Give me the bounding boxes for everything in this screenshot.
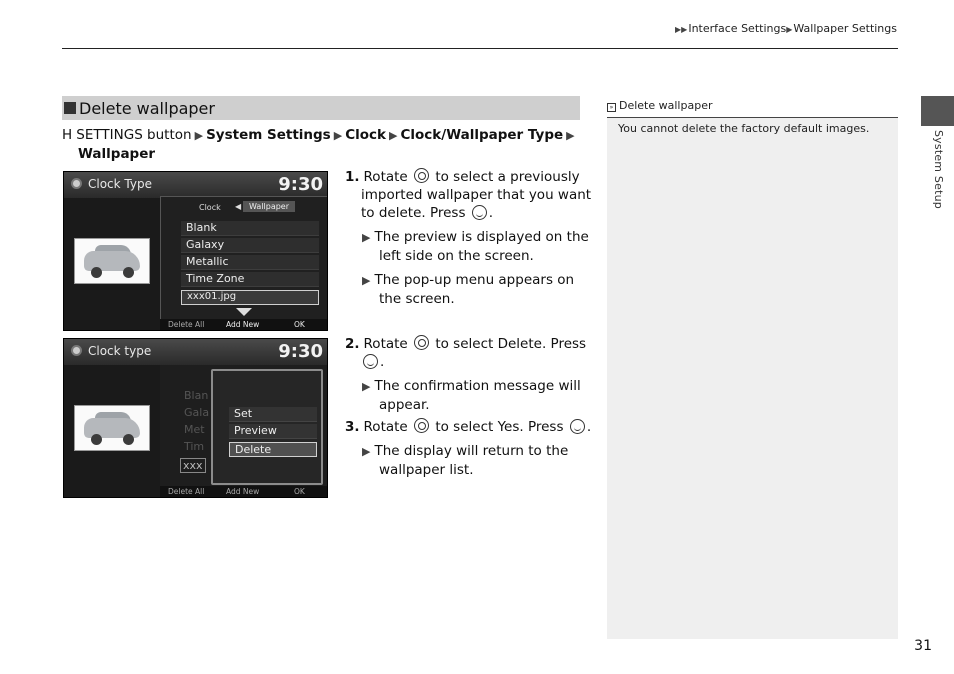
screen-softkeys	[160, 319, 328, 330]
triangle-right-icon: ▶	[362, 231, 371, 244]
triangle-left-icon: ◀	[235, 202, 242, 211]
step-option: Yes	[497, 419, 520, 435]
menu-item-galaxy[interactable]: Galaxy	[181, 238, 319, 253]
screen-title: Clock Type	[88, 177, 152, 191]
step-text: to select	[435, 336, 494, 352]
menu-item-imported[interactable]: xxx01.jpg	[181, 290, 319, 305]
dimmed-item: Tim	[184, 440, 205, 453]
triangle-right-icon: ▶	[362, 380, 371, 393]
notes-heading	[607, 96, 898, 118]
wallpaper-preview	[74, 238, 150, 284]
triangle-right-icon: ▶	[362, 445, 371, 458]
screen-title: Clock type	[88, 344, 152, 358]
softkey-add-new[interactable]: Add New	[226, 320, 260, 329]
header-rule	[62, 48, 898, 49]
path-step2: Clock	[345, 127, 386, 143]
dimmed-item: Blan	[184, 389, 209, 402]
step-result: left side on the screen.	[379, 248, 534, 264]
step-1	[345, 168, 591, 308]
scroll-down-icon	[236, 308, 252, 316]
reference-arrow-icon: »	[607, 103, 616, 112]
screen-clock: 9:30	[278, 174, 323, 195]
path-step4: Wallpaper	[78, 146, 156, 162]
chapter-label: System Setup	[932, 130, 945, 209]
triangle-right-icon: ▶▶	[675, 25, 688, 34]
interface-dial-press-icon	[363, 354, 378, 369]
popup-item-delete[interactable]: Delete	[229, 442, 317, 457]
step-text: Rotate	[363, 169, 408, 185]
step-text: Rotate	[363, 336, 408, 352]
tab-clock[interactable]: Clock	[199, 203, 221, 212]
popup-item-preview[interactable]: Preview	[229, 424, 317, 439]
path-start: SETTINGS button	[76, 127, 192, 143]
step-3	[345, 418, 591, 479]
breadcrumb	[675, 22, 897, 35]
step-text: .	[586, 419, 592, 435]
step-number: 1.	[345, 169, 360, 185]
section-square-icon	[64, 102, 76, 114]
notes-heading-text: Delete wallpaper	[619, 99, 713, 112]
page-number: 31	[914, 638, 932, 654]
chapter-tab	[921, 96, 954, 126]
step-text: to delete. Press	[361, 205, 466, 221]
menu-item-time-zone[interactable]: Time Zone	[181, 272, 319, 287]
step-result: The preview is displayed on the	[374, 229, 589, 245]
triangle-right-icon: ▶	[786, 25, 793, 34]
step-text: imported wallpaper that you want	[361, 187, 592, 203]
gear-icon	[71, 178, 82, 189]
popup-item-set[interactable]: Set	[229, 407, 317, 422]
screen-wallpaper-list	[63, 171, 328, 331]
softkey-delete-all[interactable]: Delete All	[168, 487, 205, 496]
car-wheel	[91, 267, 102, 278]
section-title: Delete wallpaper	[79, 98, 215, 118]
screen-softkeys	[160, 486, 328, 497]
step-number: 2.	[345, 336, 360, 352]
breadcrumb-part2: Wallpaper Settings	[793, 22, 897, 35]
path-step3: Clock/Wallpaper Type	[400, 127, 564, 143]
menu-tabs	[167, 201, 323, 215]
step-result: appear.	[379, 397, 430, 413]
screen-popup-menu	[63, 338, 328, 498]
car-wheel	[123, 434, 134, 445]
step-text: . Press	[541, 336, 587, 352]
step-option: Delete	[497, 336, 542, 352]
step-text: .	[488, 205, 494, 221]
step-result: the screen.	[379, 291, 455, 307]
softkey-ok[interactable]: OK	[294, 487, 305, 496]
menu-item-metallic[interactable]: Metallic	[181, 255, 319, 270]
step-result: The display will return to the	[374, 443, 569, 459]
interface-dial-rotate-icon	[414, 418, 429, 433]
home-mark: H	[62, 127, 73, 143]
interface-dial-press-icon	[472, 205, 487, 220]
triangle-right-icon: ▶	[194, 129, 204, 142]
section-header	[62, 96, 580, 120]
breadcrumb-part1: Interface Settings	[688, 22, 787, 35]
interface-dial-press-icon	[570, 419, 585, 434]
dimmed-item: xxx	[180, 458, 206, 473]
tab-wallpaper[interactable]: Wallpaper	[243, 201, 295, 212]
step-2	[345, 335, 586, 414]
step-text: to select a previously	[435, 169, 580, 185]
car-wheel	[123, 267, 134, 278]
interface-dial-rotate-icon	[414, 335, 429, 350]
menu-path	[62, 126, 582, 163]
step-text: Rotate	[363, 419, 408, 435]
step-text: . Press	[519, 419, 564, 435]
dimmed-item: Gala	[184, 406, 210, 419]
step-result: wallpaper list.	[379, 462, 474, 478]
softkey-delete-all[interactable]: Delete All	[168, 320, 205, 329]
path-step1: System Settings	[206, 127, 331, 143]
step-number: 3.	[345, 419, 360, 435]
menu-item-blank[interactable]: Blank	[181, 221, 319, 236]
screen-clock: 9:30	[278, 341, 323, 362]
dimmed-item: Met	[184, 423, 205, 436]
gear-icon	[71, 345, 82, 356]
popup-menu	[211, 369, 323, 485]
triangle-right-icon: ▶	[333, 129, 343, 142]
triangle-right-icon: ▶	[362, 274, 371, 287]
notes-panel	[607, 96, 898, 639]
wallpaper-preview	[74, 405, 150, 451]
notes-text: You cannot delete the factory default images.	[618, 122, 870, 135]
car-wheel	[91, 434, 102, 445]
step-text: to select	[435, 419, 494, 435]
softkey-add-new[interactable]: Add New	[226, 487, 260, 496]
softkey-ok[interactable]: OK	[294, 320, 305, 329]
step-text: .	[380, 354, 385, 370]
triangle-right-icon: ▶	[566, 129, 575, 142]
step-result: The confirmation message will	[374, 378, 581, 394]
step-result: The pop-up menu appears on	[374, 272, 575, 288]
interface-dial-rotate-icon	[414, 168, 429, 183]
triangle-right-icon: ▶	[389, 129, 398, 142]
